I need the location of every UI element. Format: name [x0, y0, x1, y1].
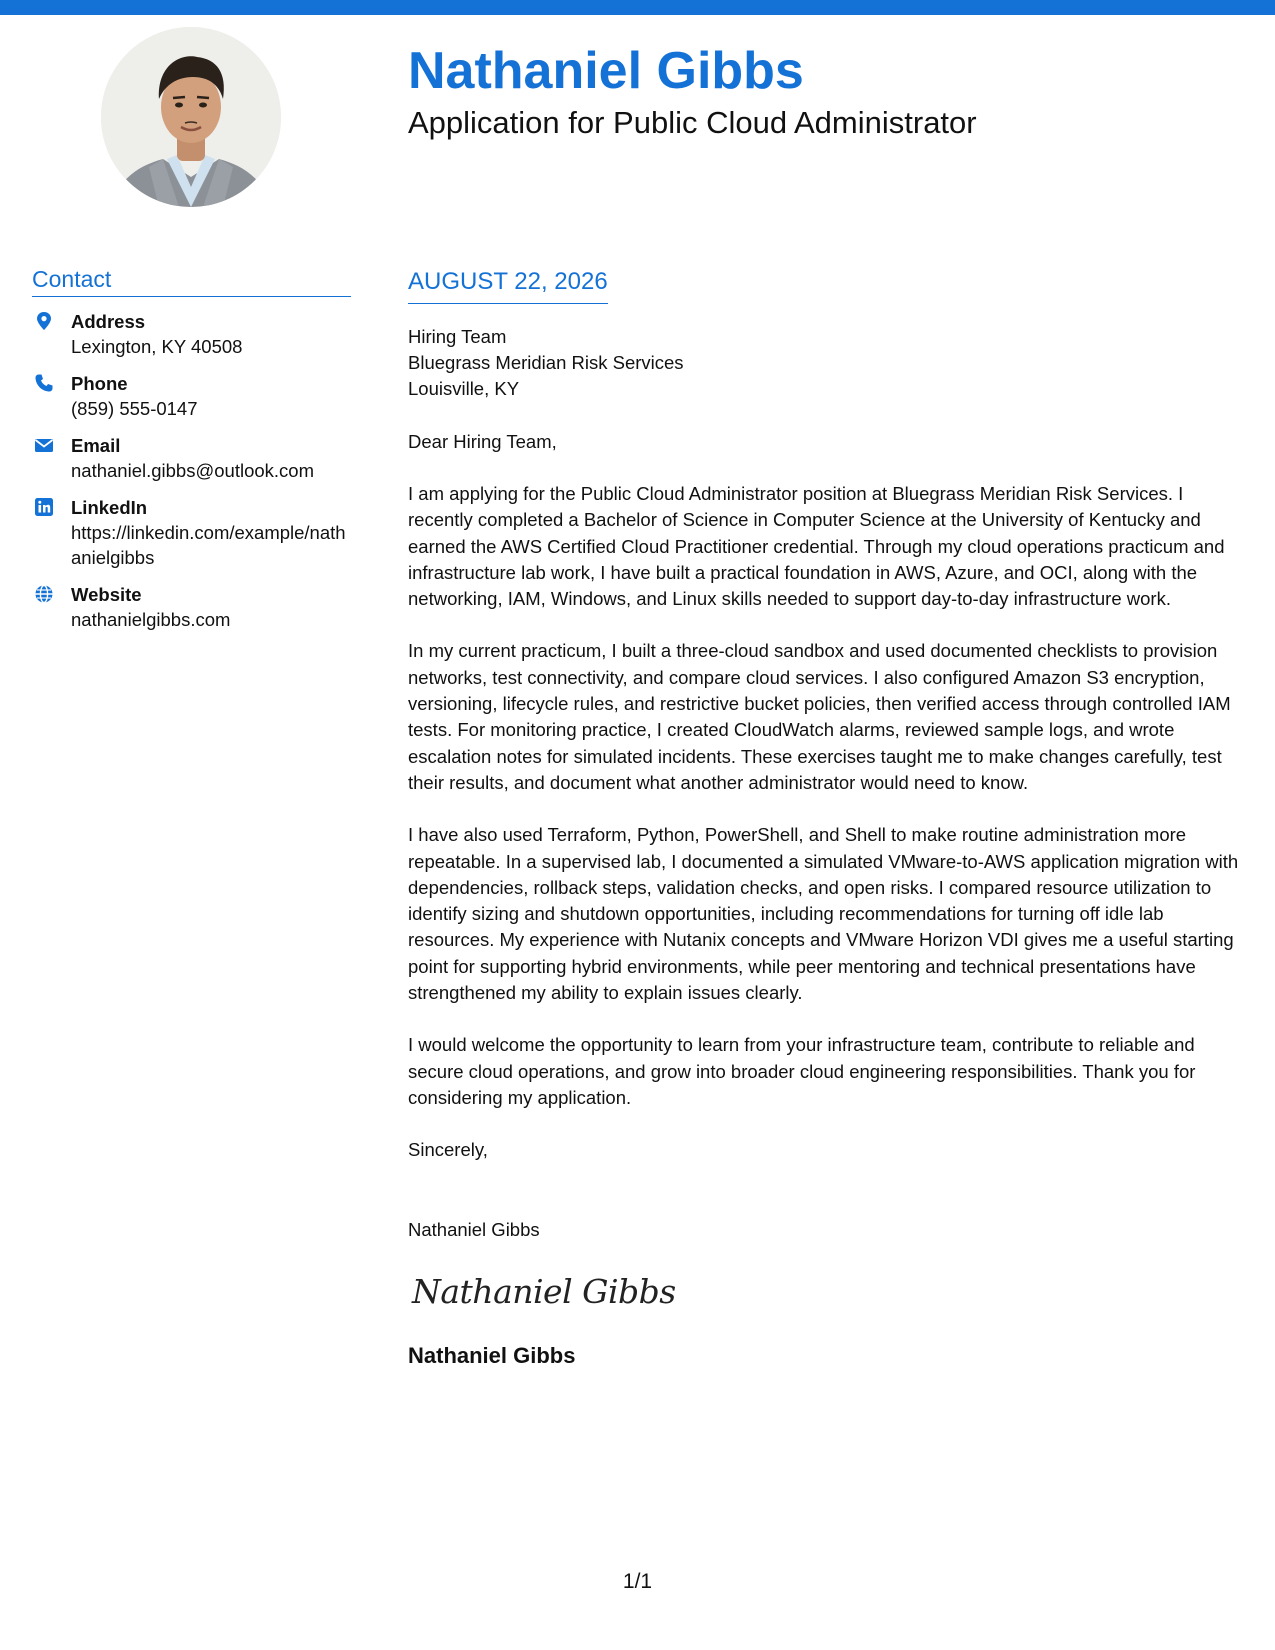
cover-letter-body [408, 268, 1250, 1369]
recipient-block [408, 324, 1250, 403]
email-label: Email [71, 434, 121, 456]
linkedin-label: LinkedIn [71, 496, 148, 518]
closing: Sincerely, [408, 1139, 488, 1161]
page-number: 1/1 [622, 1570, 653, 1593]
recipient-line: Bluegrass Meridian Risk Services [408, 352, 684, 374]
applicant-name: Nathaniel Gibbs [408, 42, 804, 100]
application-subtitle: Application for Public Cloud Administrator [408, 105, 977, 140]
linkedin-icon [34, 497, 54, 517]
email-value[interactable]: nathaniel.gibbs@outlook.com [71, 459, 314, 481]
email-icon [34, 435, 54, 455]
letter-paragraph: I am applying for the Public Cloud Administrator position at Bluegrass Meridian Risk Services. I recently completed a Bachelor of Science in Computer Science at the University of Kentucky and earned the AWS Certified Cloud Practitioner credential. Through my cloud operations practicum and infrastructure lab work, I have built a practical foundation in AWS, Azure, and OCI, along with the networking, IAM, Windows, and Linux skills needed to support day-to-day infrastructure work. [408, 482, 1225, 610]
contact-item-email [32, 433, 351, 483]
map-pin-icon [34, 311, 54, 331]
contact-item-linkedin [32, 495, 351, 570]
contact-item-website [32, 582, 351, 632]
address-value: Lexington, KY 40508 [71, 335, 243, 357]
globe-icon [34, 584, 54, 604]
contact-sidebar [32, 266, 351, 644]
phone-value: (859) 555-0147 [71, 397, 198, 419]
recipient-line: Louisville, KY [408, 378, 520, 400]
contact-heading: Contact [32, 266, 351, 297]
letter-paragraph: I have also used Terraform, Python, PowerShell, and Shell to make routine administration more repeatable. In a supervised lab, I documented a simulated VMware-to-AWS application migration with dependencies, rollback steps, validation checks, and open risks. I compared resource utilization to identify sizing and shutdown opportunities, including recommendations for turning off idle lab resources. My experience with Nutanix concepts and VMware Horizon VDI gives me a useful starting point for supporting hybrid environments, while peer mentoring and technical presentations have strengthened my ability to explain issues clearly. [408, 824, 1239, 1004]
recipient-line: Hiring Team [408, 325, 507, 347]
handwritten-signature: Nathaniel Gibbs [412, 1271, 676, 1311]
signature-name: Nathaniel Gibbs [408, 1343, 576, 1368]
contact-item-phone [32, 371, 351, 421]
letter-date: AUGUST 22, 2026 [408, 268, 608, 304]
letter-paragraph: In my current practicum, I built a three-cloud sandbox and used documented checklists to provision networks, test connectivity, and compare cloud services. I also configured Amazon S3 encryption, versioning, lifecycle rules, and restrictive bucket policies, then verified access through controlled IAM tests. For monitoring practice, I created CloudWatch alarms, reviewed sample logs, and wrote escalation notes for simulated incidents. These exercises taught me to make changes carefully, test their results, and document what another administrator would need to know. [408, 640, 1231, 793]
letter-paragraph: I would welcome the opportunity to learn from your infrastructure team, contribute to reliable and secure cloud operations, and grow into broader cloud engineering responsibilities. Thank you for considering my application. [408, 1034, 1196, 1108]
website-label: Website [71, 583, 142, 605]
phone-label: Phone [71, 372, 128, 394]
contact-list [32, 309, 351, 632]
typed-name: Nathaniel Gibbs [408, 1218, 540, 1240]
top-accent-bar [0, 0, 1275, 15]
profile-photo [101, 27, 281, 207]
website-value[interactable]: nathanielgibbs.com [71, 608, 231, 630]
salutation: Dear Hiring Team, [408, 430, 557, 452]
address-label: Address [71, 310, 146, 332]
contact-item-address [32, 309, 351, 359]
linkedin-value[interactable]: https://linkedin.com/example/nathanielgibbs [71, 521, 346, 568]
phone-icon [34, 373, 54, 393]
